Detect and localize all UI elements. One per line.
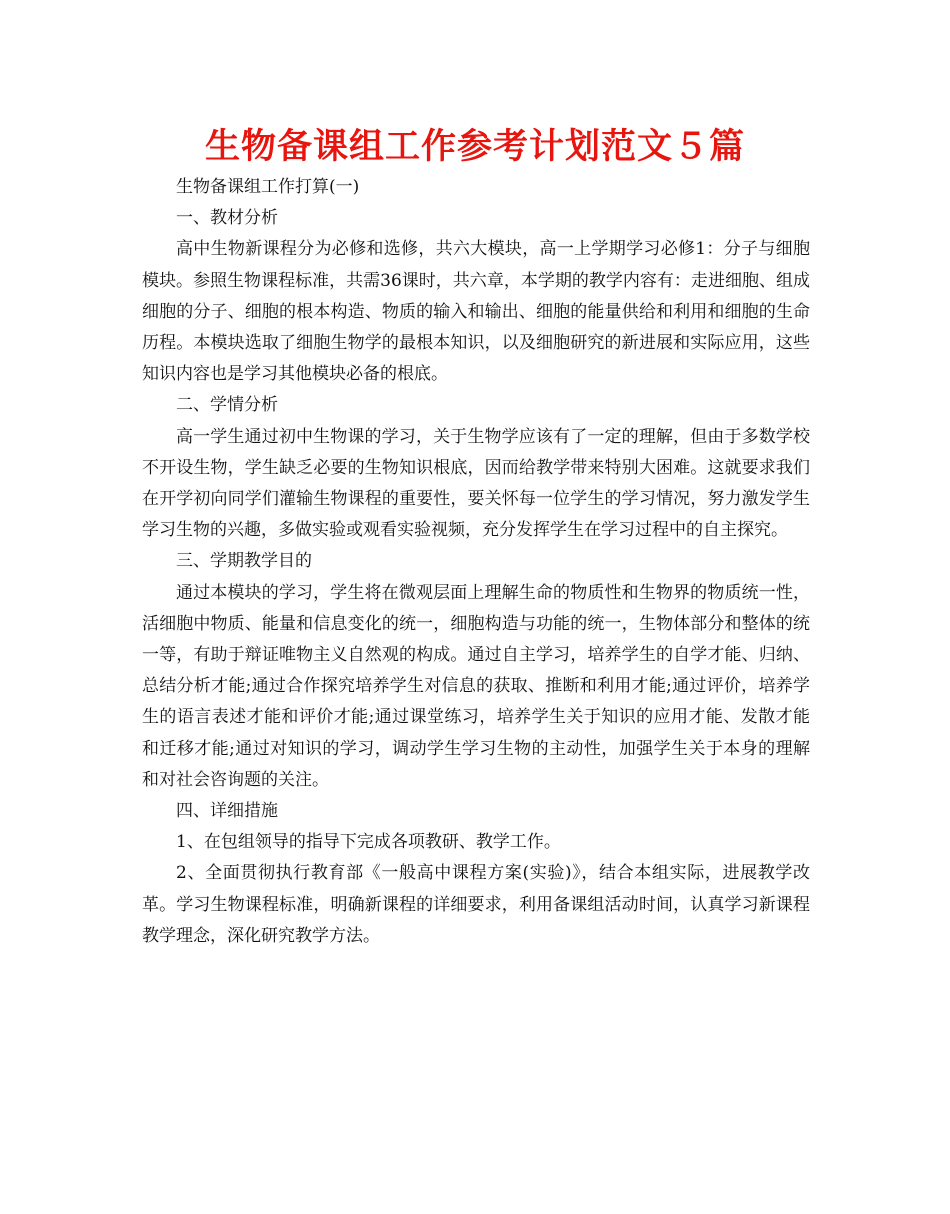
subtitle-paragraph: 生物备课组工作打算(一) <box>176 177 360 197</box>
section-heading-teaching-goals: 三、学期教学目的 <box>176 551 312 572</box>
list-item: 1、在包组领导的指导下完成各项教研、教学工作。 <box>176 832 561 853</box>
body-paragraph: 通过本模块的学习，学生将在微观层面上理解生命的物质性和生物界的物质统一性，活细胞中物质、能量和信息变化的统一，细胞构造与功能的统一，生物体部分和整体的统一等，有助于辩证唯物主义自然观的构成。通过自主学习，培养学生的自学才能、归纳、总结分析才能;通过合作探究培养学生对信息的获取、推断和利用才能;通过评价，培养学生的语言表述才能和评价才能;通过课堂练习，培养学生关于知识的应用才能、发散才能和迁移才能;通过对知识的学习，调动学生学习生物的主动性，加强学生关于本身的理解和对社会咨询题的关注。 <box>142 582 810 790</box>
list-item: 2、全面贯彻执行教育部《一般高中课程方案(实验)》，结合本组实际，进展教学改革。学习生物课程标准，明确新课程的详细要求，利用备课组活动时间，认真学习新课程教学理念，深化研究教学方法。 <box>142 863 810 946</box>
document-title: 生物备课组工作参考计划范文５篇 <box>204 127 745 167</box>
section-heading-measures: 四、详细措施 <box>176 801 278 822</box>
document-body <box>142 172 810 952</box>
section-heading-textbook-analysis: 一、教材分析 <box>176 208 278 229</box>
body-paragraph: 高一学生通过初中生物课的学习，关于生物学应该有了一定的理解，但由于多数学校不开设生物，学生缺乏必要的生物知识根底，因而给教学带来特别大困难。这就要求我们在开学初向同学们灌输生物课程的重要性，要关怀每一位学生的学习情况，努力激发学生学习生物的兴趣，多做实验或观看实验视频，充分发挥学生在学习过程中的自主探究。 <box>142 426 810 541</box>
body-paragraph: 高中生物新课程分为必修和选修，共六大模块，高一上学期学习必修1：分子与细胞模块。参照生物课程标准，共需36课时，共六章，本学期的教学内容有：走进细胞、组成细胞的分子、细胞的根本构造、物质的输入和输出、细胞的能量供给和利用和细胞的生命历程。本模块选取了细胞生物学的最根本知识，以及细胞研究的新进展和实际应用，这些知识内容也是学习其他模块必备的根底。 <box>142 239 810 385</box>
section-heading-student-analysis: 二、学情分析 <box>176 395 278 416</box>
